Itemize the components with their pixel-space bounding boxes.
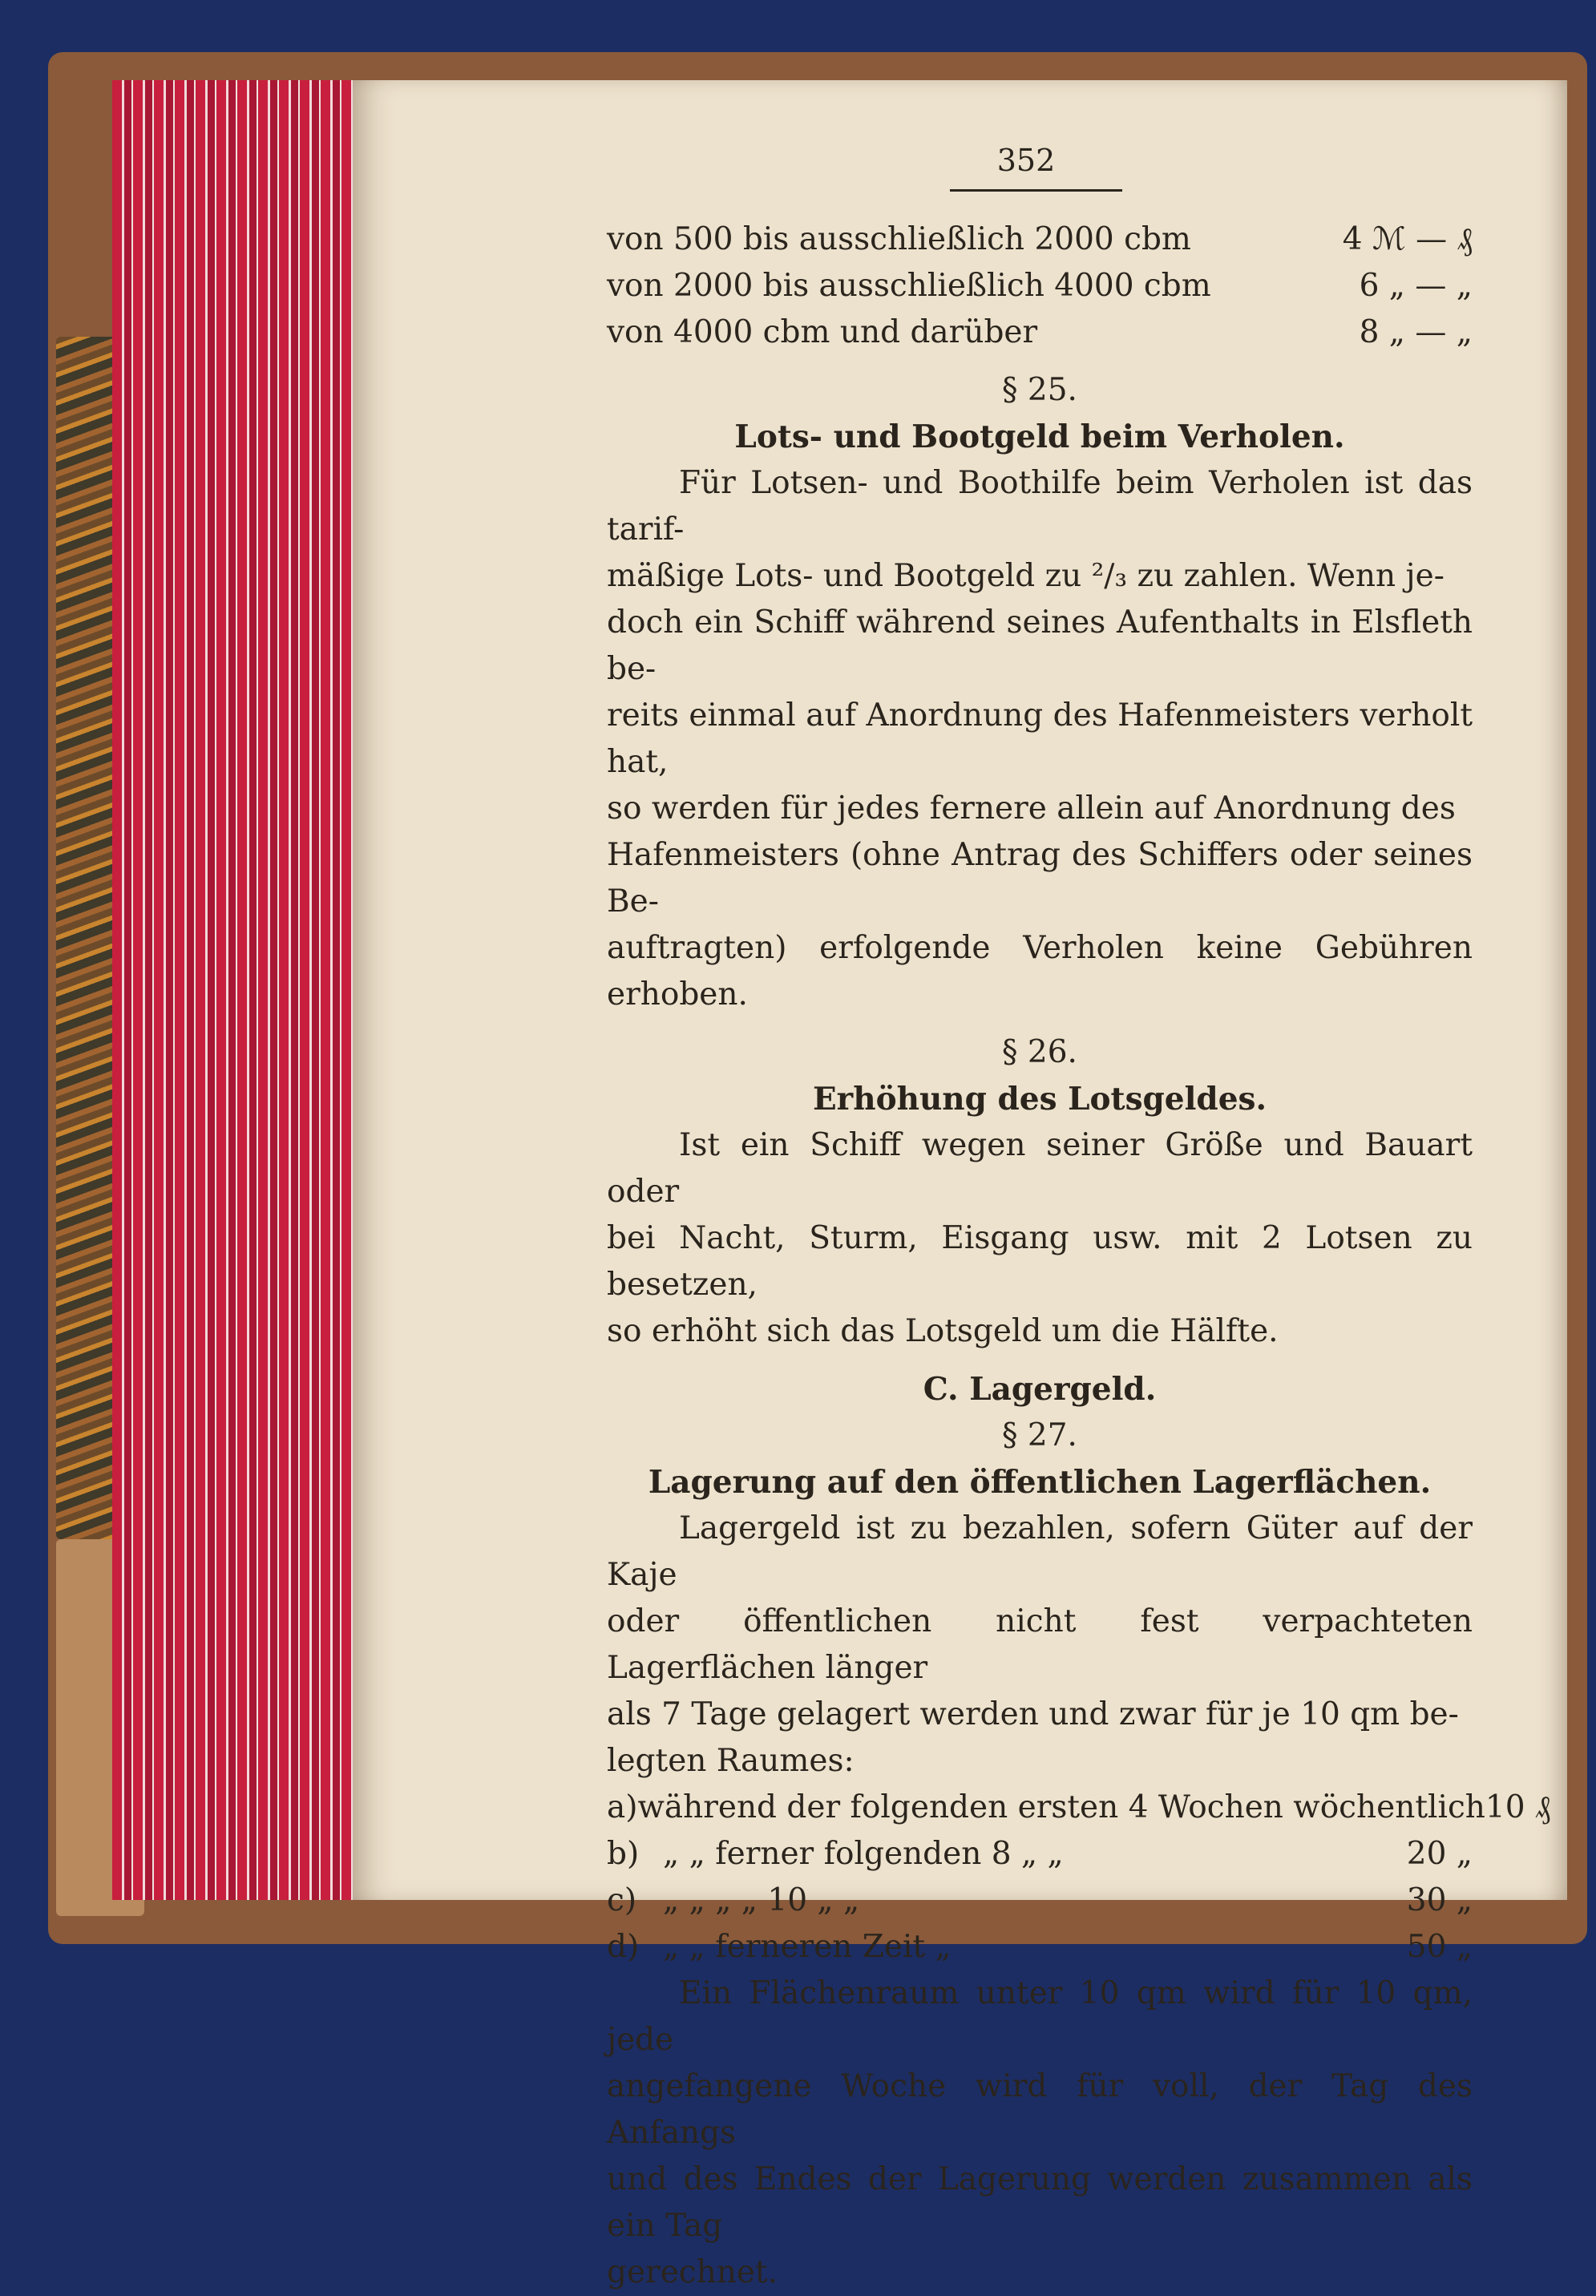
- paragraph-line: reits einmal auf Anordnung des Hafenmeisters verholt hat,: [607, 697, 1473, 780]
- rate-text: von 2000 bis ausschließlich 4000 cbm: [607, 268, 1211, 304]
- list-text: „ „ „ „ 10 „ „: [663, 1882, 860, 1918]
- list-amount: 20 „: [1406, 1836, 1473, 1872]
- rate-amount: 4 ℳ — ₰: [1342, 221, 1473, 257]
- rate-row: [607, 309, 1473, 356]
- paragraph-line: und des Endes der Lagerung werden zusammen als ein Tag: [607, 2161, 1473, 2244]
- rate-row: [607, 263, 1473, 309]
- list-item: [607, 1878, 1473, 1924]
- paragraph-line: legten Raumes:: [607, 1743, 855, 1779]
- paragraph-line: bei Nacht, Sturm, Eisgang usw. mit 2 Lotsen zu besetzen,: [607, 1220, 1473, 1303]
- section-number: § 25.: [1002, 372, 1077, 408]
- rate-amount: 6 „ — „: [1359, 268, 1473, 304]
- section-number: § 27.: [1002, 1417, 1077, 1453]
- text-column: [607, 216, 1551, 2296]
- paragraph-line: so erhöht sich das Lotsgeld um die Hälfte.: [607, 1313, 1279, 1349]
- header-rule: [950, 189, 1122, 192]
- section-number: § 26.: [1002, 1034, 1077, 1070]
- list-amount: 10 ₰: [1485, 1789, 1551, 1825]
- list-key: a): [607, 1789, 638, 1825]
- part-title: C. Lagergeld.: [923, 1371, 1157, 1408]
- rate-text: von 500 bis ausschließlich 2000 cbm: [607, 221, 1191, 257]
- list-amount: 50 „: [1406, 1929, 1473, 1965]
- list-key: c): [607, 1882, 637, 1918]
- paragraph-line: mäßige Lots- und Bootgeld zu ²/₃ zu zahlen. Wenn je-: [607, 558, 1444, 594]
- rate-row: [607, 216, 1473, 263]
- list-item: [607, 1924, 1473, 1971]
- list-text: „ „ ferneren Zeit „: [663, 1929, 952, 1965]
- paragraph-line: angefangene Woche wird für voll, der Tag des Anfangs: [607, 2068, 1473, 2151]
- paragraph-line: Lagergeld ist zu bezahlen, sofern Güter auf der Kaje: [607, 1510, 1473, 1593]
- paragraph-line: Ist ein Schiff wegen seiner Größe und Bauart oder: [607, 1127, 1473, 1210]
- paragraph-line: auftragten) erfolgende Verholen keine Gebühren erhoben.: [607, 930, 1473, 1013]
- rate-amount: 8 „ — „: [1359, 314, 1473, 350]
- paragraph-line: so werden für jedes fernere allein auf Anordnung des: [607, 790, 1456, 827]
- list-text: während der folgenden ersten 4 Wochen wöchentlich: [637, 1789, 1485, 1825]
- list-amount: 30 „: [1406, 1882, 1473, 1918]
- paragraph-line: doch ein Schiff während seines Aufenthalts in Elsfleth be-: [607, 604, 1473, 687]
- paragraph-line: Ein Flächenraum unter 10 qm wird für 10 qm, jede: [607, 1975, 1473, 2058]
- section-title: Lagerung auf den öffentlichen Lagerflächen.: [648, 1464, 1432, 1501]
- paragraph-line: Hafenmeisters (ohne Antrag des Schiffers oder seines Be-: [607, 837, 1473, 920]
- rate-text: von 4000 cbm und darüber: [607, 314, 1038, 350]
- paragraph-line: Für Lotsen- und Boothilfe beim Verholen ist das tarif-: [607, 465, 1473, 548]
- list-key: d): [607, 1929, 640, 1965]
- section-title: Lots- und Bootgeld beim Verholen.: [734, 418, 1345, 455]
- list-key: b): [607, 1836, 640, 1872]
- page-number: 352: [996, 143, 1056, 178]
- page-block-edge: [112, 80, 353, 1900]
- list-item: [607, 1831, 1473, 1878]
- list-item: [607, 1785, 1551, 1831]
- paragraph-line: als 7 Tage gelagert werden und zwar für je 10 qm be-: [607, 1696, 1459, 1732]
- list-text: „ „ ferner folgenden 8 „ „: [663, 1836, 1064, 1872]
- paragraph-line: oder öffentlichen nicht fest verpachteten Lagerflächen länger: [607, 1603, 1473, 1686]
- section-title: Erhöhung des Lotsgeldes.: [812, 1081, 1267, 1118]
- paragraph-line: gerechnet.: [607, 2254, 778, 2290]
